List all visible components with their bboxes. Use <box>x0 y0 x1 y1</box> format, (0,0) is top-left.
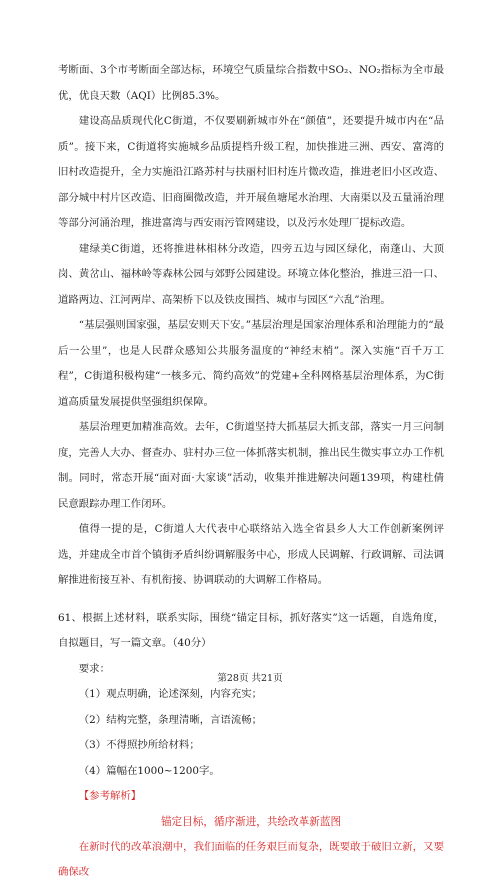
paragraph-mediation: 值得一提的是，C街道人大代表中心联络站入选全省县乡人大工作创新案例评选，并建成全市首个镇街矛盾纠纷调解服务中心，形成人民调解、行政调解、司法调解推进衔接互补、有机衔接、协调联动的大调解工作格局。 <box>58 523 444 586</box>
requirement-item: （2）结构完整，条理清晰，言语流畅； <box>78 713 263 726</box>
paragraph-urban-quality: 建设高品质现代化C街道，不仅要刷新城市外在“颜值”，还要提升城市内在“品质”。接下来，C街道将实施城乡品质提档升级工程，加快推进三洲、西安、富湾的旧村改造提升，全力实施沿江路苏村与扶丽村旧村连片微改造，推进老旧小区改造、部分城中村片区改造、旧商圈微改造，并开展鱼塘尾水治理、大南渠以及五量涌治理等部分河涌治理，推进富湾与西安雨污管网建设，以及污水处理厂提标改造。 <box>58 115 444 229</box>
question-text: 61、根据上述材料，联系实际，围绕“锚定目标，抓好落实”这一话题，自选角度，自拟题目，写一篇文章。（40分） <box>58 611 444 649</box>
paragraph-grassroots: “基层强则国家强，基层安则天下安。”基层治理是国家治理体系和治理能力的“最后一公里”，也是人民群众感知公共服务温度的“神经末梢”。深入实施“百千万工程”，C街道积极构建“一核多元、简约高效”的党建+全科网格基层治理体系，为C街道高质量发展提供坚强组织保障。 <box>58 319 444 408</box>
requirement-item: （1）观点明确，论述深刻，内容充实； <box>78 688 263 700</box>
requirement-item: （3）不得照抄所给材料； <box>78 739 200 751</box>
paragraph-air-quality: 考断面、3个市考断面全部达标，环境空气质量综合指数中SO₂、NO₂指标为全市最优，优良天数（AQI）比例85.3%。 <box>58 64 444 102</box>
essay-title: 锚定目标，循序渐进，共绘改革新蓝图 <box>160 815 342 828</box>
answer-tag: 【参考解析】 <box>78 790 142 802</box>
requirements-label: 要求： <box>78 662 110 675</box>
essay-first-line: 在新时代的改革浪潮中，我们面临的任务艰巨而复杂，既要敢于破旧立新，又要确保改 <box>58 840 444 878</box>
requirement-item: （4）篇幅在1000~1200字。 <box>78 764 220 777</box>
paragraph-green-street: 建绿美C街道，还将推进林相林分改造，四旁五边与园区绿化，南蓬山、大顶岗、黄岔山、福林岭等森林公园与郊野公园建设。环境立体化整治，推进三沿一口、道路两边、江河两岸、高架桥下以及铁皮围挡、城市与园区“六乱”治理。 <box>58 242 444 306</box>
section-gap <box>58 594 444 606</box>
page-footer: 第28页 共21页 <box>217 673 283 684</box>
paragraph-governance: 基层治理更加精准高效。去年，C街道坚持大抓基层大抓支部，落实一月三问制度，完善人大办、督查办、驻村办三位一体抓落实机制，推出民生微实事立办工作机制。同时，常态开展“面对面·大家谈”活动，收集并推进解决问题139项，构建杜倩民意跟踪办理工作闭环。 <box>58 421 444 510</box>
